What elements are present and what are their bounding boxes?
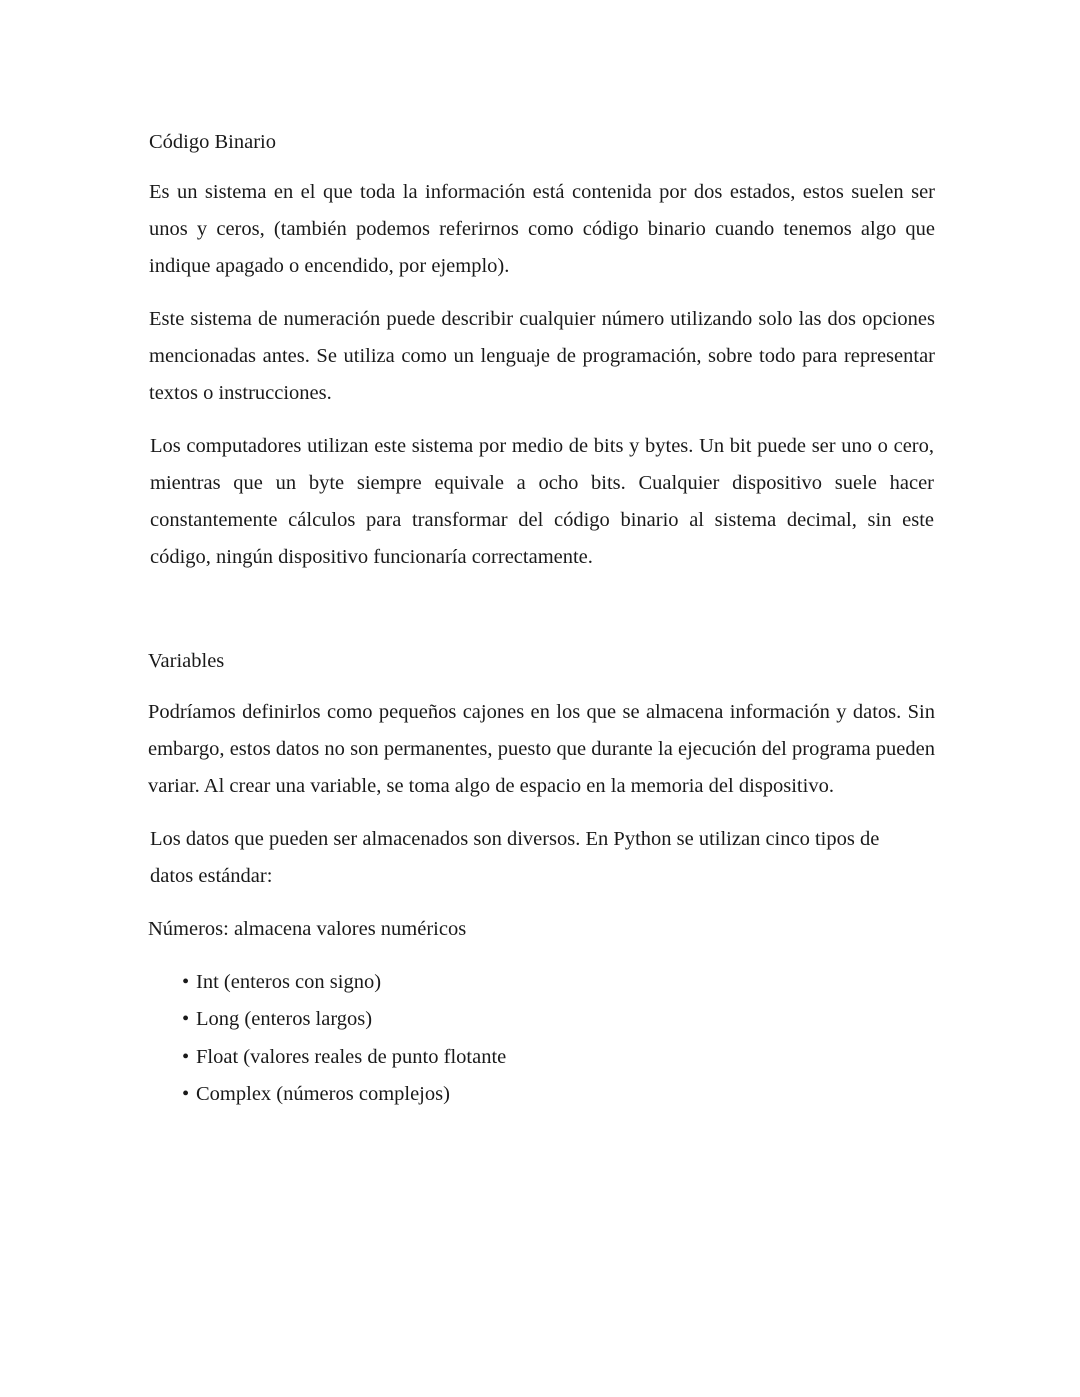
numbers-label: Números: almacena valores numéricos xyxy=(148,918,467,940)
bullet-icon: • xyxy=(182,1082,190,1105)
list-item xyxy=(182,1076,506,1113)
section-title-codigo-binario: Código Binario xyxy=(149,131,276,153)
list-item-text: Long (enteros largos) xyxy=(196,1008,373,1031)
section-title-variables: Variables xyxy=(148,650,225,672)
bullet-icon: • xyxy=(182,1045,190,1068)
paragraph-variables-definicion: Podríamos definirlos como pequeños cajones en los que se almacena información y datos. Sin embargo, estos datos no son permanentes, puesto que durante la ejecución del programa pueden variar. Al crear una variable, se toma algo de espacio en la memoria del dispositivo. xyxy=(148,701,935,797)
list-item xyxy=(182,1001,506,1038)
paragraph-variables-tipos: Los datos que pueden ser almacenados son diversos. En Python se utilizan cinco tipos de datos estándar: xyxy=(150,828,880,887)
paragraph-binario-definicion: Es un sistema en el que toda la información está contenida por dos estados, estos suelen ser unos y ceros, (también podemos referirnos como código binario cuando tenemos algo que indique apagado o encendido, por ejemplo). xyxy=(149,181,935,277)
paragraph-binario-numeracion: Este sistema de numeración puede describir cualquier número utilizando solo las dos opciones mencionadas antes. Se utiliza como un lenguaje de programación, sobre todo para representar textos o instrucciones. xyxy=(149,308,935,404)
numeric-types-list xyxy=(182,964,506,1113)
list-item xyxy=(182,964,506,1001)
list-item-text: Complex (números complejos) xyxy=(196,1082,450,1105)
list-item-text: Float (valores reales de punto flotante xyxy=(196,1045,507,1068)
list-item xyxy=(182,1039,506,1076)
bullet-icon: • xyxy=(182,1008,190,1031)
paragraph-binario-bits-bytes: Los computadores utilizan este sistema por medio de bits y bytes. Un bit puede ser uno o cero, mientras que un byte siempre equivale a ocho bits. Cualquier dispositivo suele hacer constantemente cálculos para transformar del código binario al sistema decimal, sin este código, ningún dispositivo funcionaría correctamente. xyxy=(150,435,934,568)
list-item-text: Int (enteros con signo) xyxy=(196,971,382,993)
bullet-icon: • xyxy=(182,971,190,993)
